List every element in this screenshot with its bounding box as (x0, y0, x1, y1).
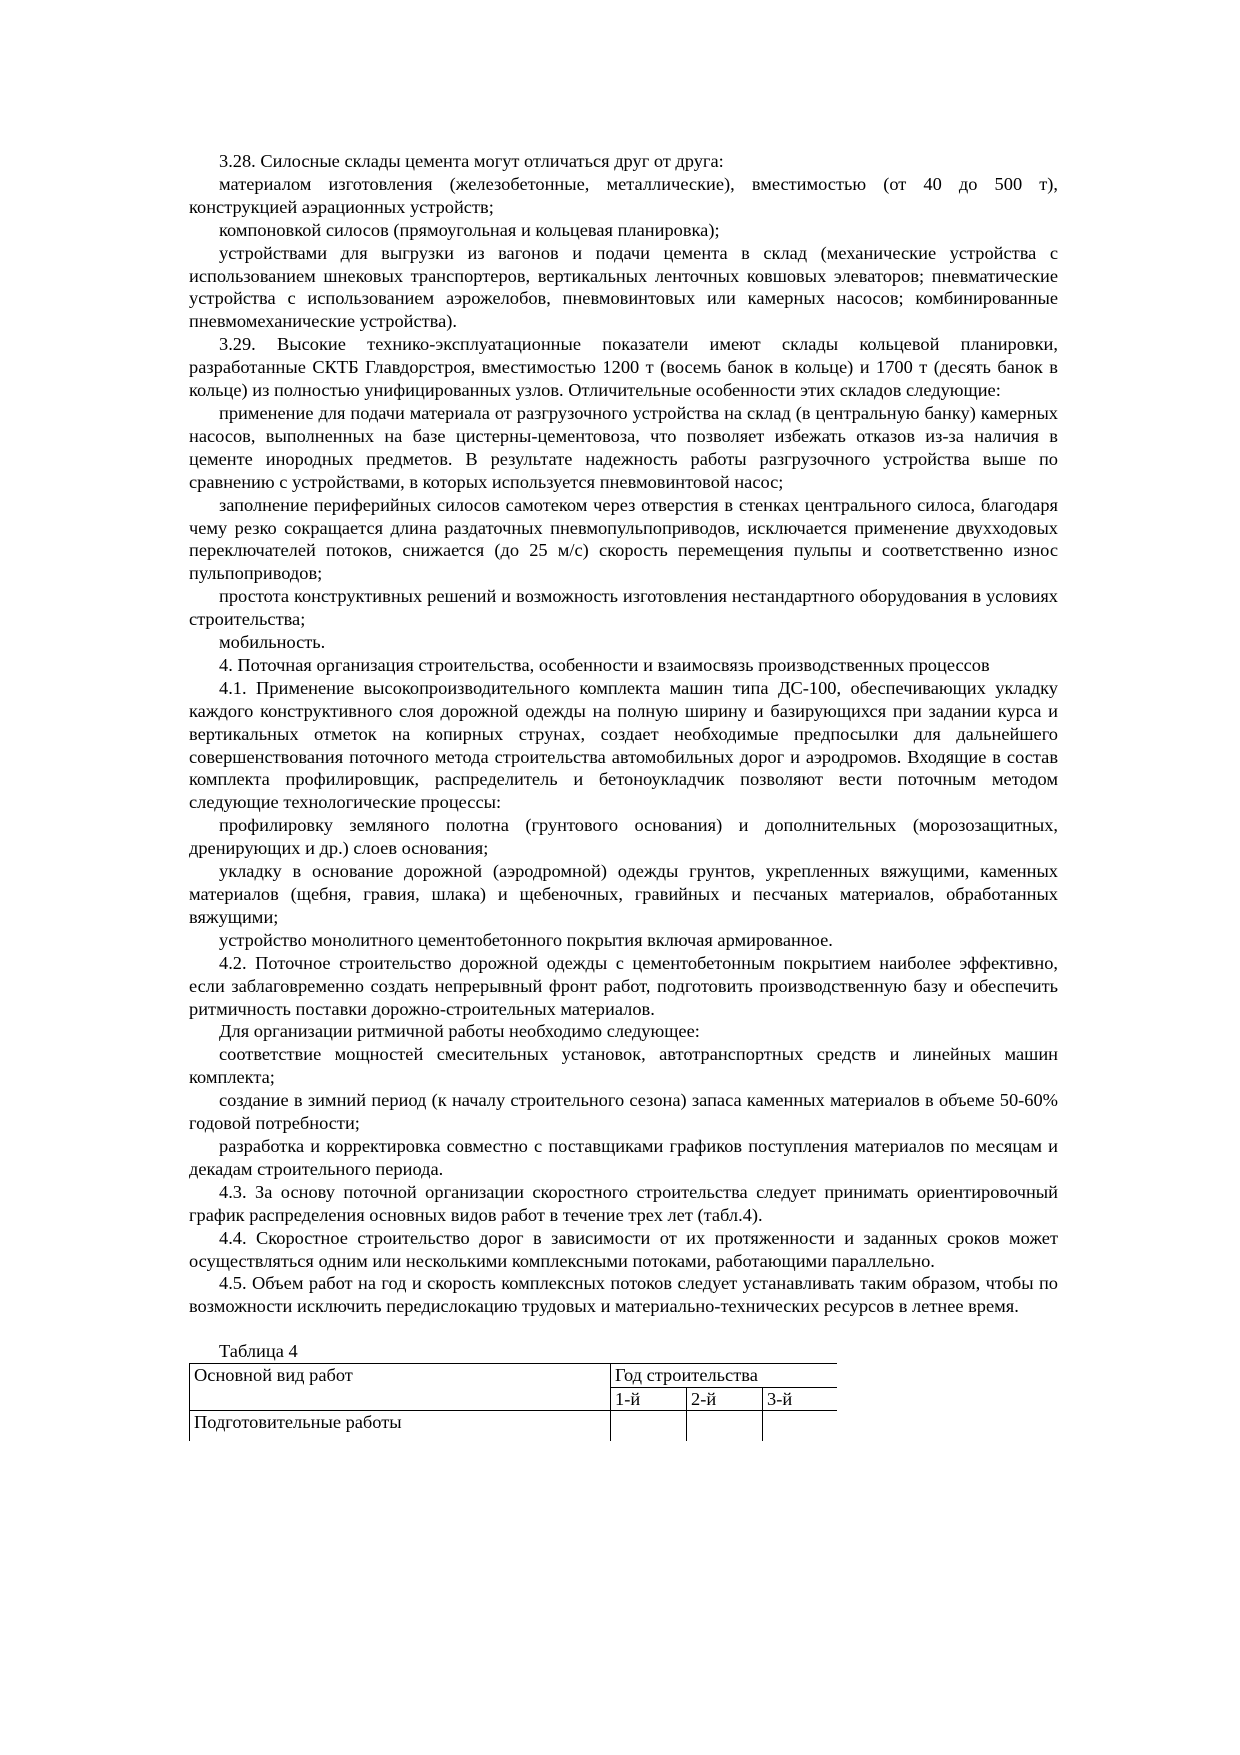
table-container (189, 1363, 837, 1447)
paragraph-4-4: 4.4. Скоростное строительство дорог в зависимости от их протяженности и заданных сроков может осуществляться одним или несколькими комплексными потоками, работающими параллельно. (189, 1227, 1058, 1271)
paragraph-schedules: разработка и корректировка совместно с поставщиками графиков поступления материалов по месяцам и декадам строительного периода. (189, 1135, 1058, 1179)
table-header-year-3: 3-й (763, 1387, 838, 1411)
paragraph-4-3: 4.3. За основу поточной организации скоростного строительства следует принимать ориентировочный график распределения основных видов работ в течение трех лет (табл.4). (189, 1181, 1058, 1225)
paragraph-material: материалом изготовления (железобетонные, металлические), вместимостью (от 40 до 500 т), конструкцией аэрационных устройств; (189, 173, 1058, 217)
paragraph-layout: компоновкой силосов (прямоугольная и кольцевая планировка); (219, 219, 720, 240)
works-table (189, 1363, 837, 1441)
section-heading-4: 4. Поточная организация строительства, особенности и взаимосвязь производственных процессов (219, 654, 990, 675)
paragraph-rhythmic-work: Для организации ритмичной работы необходимо следующее: (219, 1021, 700, 1042)
table-header-year-1: 1-й (611, 1387, 687, 1411)
paragraph-monolithic-coating: устройство монолитного цементобетонного покрытия включая армированное. (219, 929, 833, 950)
table-header-year-2: 2-й (687, 1387, 763, 1411)
paragraph-3-28: 3.28. Силосные склады цемента могут отличаться друг от друга: (219, 151, 724, 171)
table-header-construction-year: Год строительства (611, 1364, 838, 1388)
paragraph-winter-stock: создание в зимний период (к началу строительного сезона) запаса каменных материалов в объеме 50-60% годовой потребности; (189, 1090, 1058, 1134)
table-cell-year-3 (763, 1411, 838, 1442)
table-header-work-type: Основной вид работ (190, 1364, 611, 1411)
paragraph-3-29: 3.29. Высокие технико-эксплуатационные показатели имеют склады кольцевой планировки, разработанные СКТБ Главдорстроя, вместимостью 1200 т (восемь банок в кольце) и 1700 т (десять банок в кольце) из полностью унифицированных узлов. Отличительные особенности этих складов следующие: (189, 334, 1058, 401)
paragraph-simplicity: простота конструктивных решений и возможность изготовления нестандартного оборудования в условиях строительства; (189, 586, 1058, 630)
paragraph-capacity-match: соответствие мощностей смесительных установок, автотранспортных средств и линейных машин комплекта; (189, 1044, 1058, 1088)
paragraph-4-2: 4.2. Поточное строительство дорожной одежды с цементобетонным покрытием наиболее эффективно, если заблаговременно создать непрерывный фронт работ, подготовить производственную базу и обеспечить ритмичность поставки дорожно-строительных материалов. (189, 952, 1058, 1019)
table-cell-year-1 (611, 1411, 687, 1442)
paragraph-profiling: профилировку земляного полотна (грунтового основания) и дополнительных (морозозащитных, дренирующих и др.) слоев основания; (189, 815, 1058, 859)
table-caption: Таблица 4 (219, 1341, 298, 1362)
paragraph-gravity-filling: заполнение периферийных силосов самотеком через отверстия в стенках центрального силоса, благодаря чему резко сокращается длина раздаточных пневмопульпоприводов, исключается применение двухходовых переключателей потоков, снижается (до 25 м/с) скорость перемещения пульпы и соответственно износ пульпоприводов; (189, 494, 1058, 584)
paragraph-4-1: 4.1. Применение высокопроизводительного комплекта машин типа ДС-100, обеспечивающих укладку каждого конструктивного слоя дорожной одежды на полную ширину и базирующихся при задании курса и вертикальных отметок на копирных струнах, создает необходимые предпосылки для дальнейшего совершенствования поточного метода строительства автомобильных дорог и аэродромов. Входящие в состав комплекта профилировщик, распределитель и бетоноукладчик позволяют вести поточным методом следующие технологические процессы: (189, 677, 1058, 813)
table-cell-year-2 (687, 1411, 763, 1442)
paragraph-base-laying: укладку в основание дорожной (аэродромной) одежды грунтов, укрепленных вяжущими, каменных материалов (щебня, гравия, шлака) и щебеночных, гравийных и песчаных материалов, обработанных вяжущими; (189, 861, 1058, 927)
table-cell-work-name: Подготовительные работы (190, 1411, 611, 1442)
table-row (190, 1411, 838, 1442)
paragraph-unloading-devices: устройствами для выгрузки из вагонов и подачи цемента в склад (механические устройства с использованием шнековых транспортеров, вертикальных ленточных ковшовых элеваторов; пневматические устройства с использованием аэрожелобов, пневмовинтовых или камерных насосов; комбинированные пневмомеханические устройства). (189, 242, 1058, 332)
paragraph-chamber-pumps: применение для подачи материала от разгрузочного устройства на склад (в центральную банку) камерных насосов, выполненных на базе цистерны-цементовоза, что позволяет избежать отказов из-за наличия в цементе инородных предметов. В результате надежность работы разгрузочного устройства выше по сравнению с устройствами, в которых используется пневмовинтовой насос; (189, 402, 1058, 492)
document-page (189, 150, 1058, 1447)
paragraph-4-5: 4.5. Объем работ на год и скорость комплексных потоков следует устанавливать таким образом, чтобы по возможности исключить передислокацию трудовых и материально-технических ресурсов в летнее время. (189, 1273, 1058, 1317)
paragraph-mobility: мобильность. (219, 632, 326, 653)
